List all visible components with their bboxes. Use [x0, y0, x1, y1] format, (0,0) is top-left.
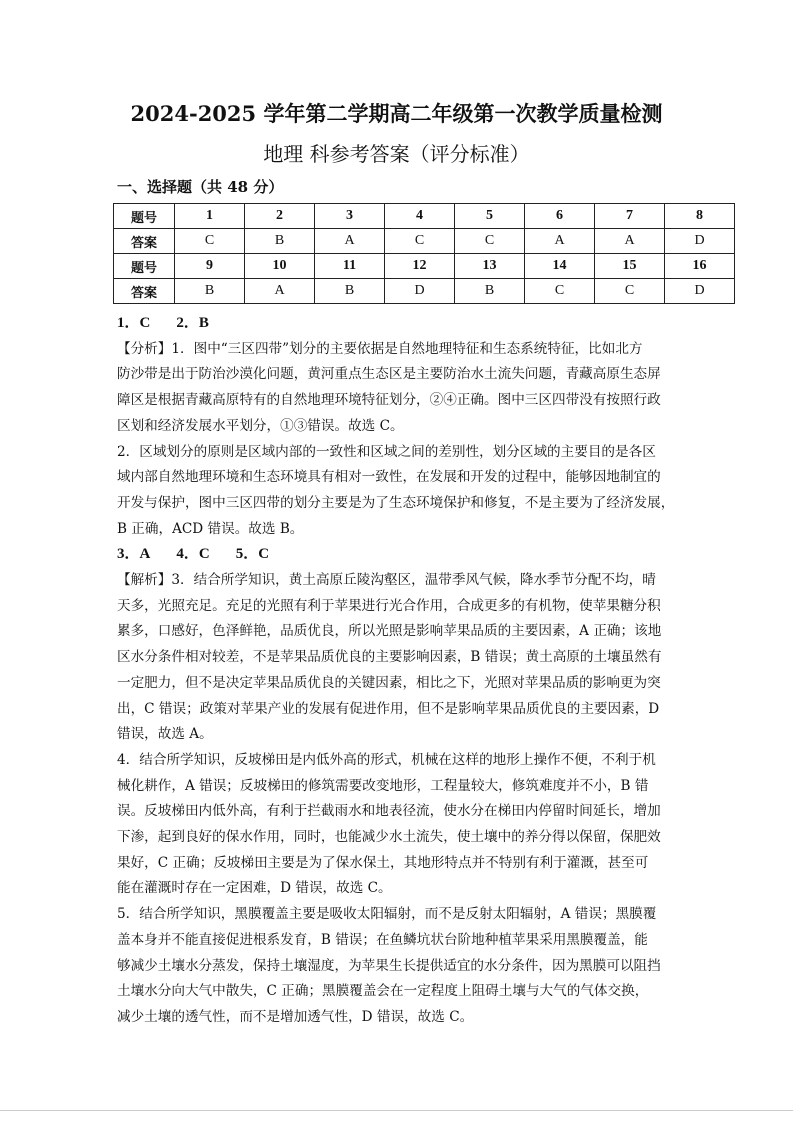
section-heading: 一、选择题（共 48 分）	[117, 178, 284, 196]
header-label: 题号	[114, 254, 175, 279]
page-bottom-rule	[0, 1110, 793, 1111]
table-row	[114, 254, 735, 279]
answer-cell: A	[595, 229, 665, 254]
answer-cell: B	[455, 279, 525, 304]
document-title: 2024-2025 学年第二学期高二年级第一次教学质量检测	[130, 101, 663, 126]
question-number-cell: 11	[315, 254, 385, 279]
explanation-line: 够减少土壤水分蒸发，保持土壤湿度，为苹果生长提供适宜的水分条件，因为黑膜可以阻挡	[117, 957, 661, 974]
explanation-line: 误。反坡梯田内低外高，有利于拦截雨水和地表径流，使水分在梯田内停留时间延长，增加	[117, 803, 661, 820]
explanation-line: 减少土壤的透气性，而不是增加透气性，D 错误，故选 C。	[117, 1008, 474, 1025]
explanation-line: 累多，口感好，色泽鲜艳，品质优良，所以光照是影响苹果品质的主要因素，A 正确；该地	[117, 623, 662, 640]
answer-cell: A	[315, 229, 385, 254]
explanation-line: 【解析】3．结合所学知识，黄土高原丘陵沟壑区，温带季风气候，降水季节分配不均，晴	[117, 572, 656, 589]
answer-label: 答案	[114, 279, 175, 304]
explanation-line: 4．结合所学知识，反坡梯田是内低外高的形式，机械在这样的地形上操作不便，不利于机	[117, 751, 656, 768]
explanation-line: 能在灌溉时存在一定困难，D 错误，故选 C。	[117, 880, 392, 897]
answer-item: 1．C	[117, 315, 151, 331]
question-number-cell: 16	[665, 254, 735, 279]
explanation-line: 天多，光照充足。充足的光照有利于苹果进行光合作用，合成更多的有机物，使苹果糖分积	[117, 597, 661, 614]
table-row	[114, 204, 735, 229]
answer-cell: C	[175, 229, 245, 254]
answer-item: 4．C	[176, 546, 210, 563]
explanation-line: 开发与保护，图中三区四带的划分主要是为了生态环境保护和修复，不是主要为了经济发展，	[117, 494, 675, 511]
explanation-line: 一定肥力，但不是决定苹果品质优良的关键因素，相比之下，光照对苹果品质的影响更为突	[117, 674, 661, 691]
question-number-cell: 6	[525, 204, 595, 229]
answer-cell: D	[665, 229, 735, 254]
question-number-cell: 7	[595, 204, 665, 229]
answer-cell: A	[245, 279, 315, 304]
explanation-line: 下渗，起到良好的保水作用，同时，也能减少水土流失，使土壤中的养分得以保留，保肥效	[117, 829, 661, 846]
answer-cell: D	[665, 279, 735, 304]
explanation-line: 【分析】1．图中“三区四带”划分的主要依据是自然地理特征和生态系统特征，比如北方	[117, 340, 643, 357]
answer-cell: A	[525, 229, 595, 254]
question-number-cell: 14	[525, 254, 595, 279]
question-number-cell: 1	[175, 204, 245, 229]
explanation-line: 土壤水分向大气中散失，C 正确；黑膜覆盖会在一定程度上阻碍土壤与大气的气体交换，	[117, 983, 649, 1000]
answer-cell: C	[595, 279, 665, 304]
table-row	[114, 279, 735, 304]
question-number-cell: 12	[385, 254, 455, 279]
explanation-line: 域内部自然地理环境和生态环境具有相对一致性，在发展和开发的过程中，能够因地制宜的	[117, 469, 661, 486]
explanation-line: 5．结合所学知识，黑膜覆盖主要是吸收太阳辐射，而不是反射太阳辐射，A 错误；黑膜覆	[117, 906, 657, 923]
answer-cell: C	[525, 279, 595, 304]
document-subtitle: 地理 科参考答案（评分标准）	[263, 142, 530, 166]
answer-summary	[117, 542, 683, 568]
answer-item: 2．B	[176, 315, 209, 331]
answer-item: 5．C	[235, 546, 270, 563]
question-number-cell: 2	[245, 204, 315, 229]
answer-item: 3．A	[117, 546, 151, 563]
table-row	[114, 229, 735, 254]
question-number-cell: 5	[455, 204, 525, 229]
question-number-cell: 9	[175, 254, 245, 279]
explanation-line: 区划和经济发展水平划分，①③错误。故选 C。	[117, 417, 404, 434]
answer-cell: C	[385, 229, 455, 254]
explanation-line: 区水分条件相对较差，不是苹果品质优良的主要影响因素，B 错误；黄土高原的土壤虽然有	[117, 649, 662, 666]
question-number-cell: 13	[455, 254, 525, 279]
explanation-line: 2．区域划分的原则是区域内部的一致性和区域之间的差别性，划分区域的主要目的是各区	[117, 443, 656, 460]
explanation-line: 错误，故选 A。	[117, 726, 213, 743]
header-label: 题号	[114, 204, 175, 229]
answer-summary	[117, 311, 683, 337]
answer-cell: B	[315, 279, 385, 304]
explanation-line: 障区是根据青藏高原特有的自然地理环境特征划分，②④正确。图中三区四带没有按照行政	[117, 392, 661, 409]
explanation-line: 盖本身并不能直接促进根系发育，B 错误；在鱼鳞坑状台阶地种植苹果采用黑膜覆盖，能	[117, 931, 648, 948]
explanation-line: 械化耕作，A 错误；反坡梯田的修筑需要改变地形，工程量较大，修筑难度并不小，B 错	[117, 777, 649, 794]
question-number-cell: 3	[315, 204, 385, 229]
question-number-cell: 8	[665, 204, 735, 229]
explanation-body	[117, 311, 683, 1031]
answer-cell: D	[385, 279, 455, 304]
question-number-cell: 15	[595, 254, 665, 279]
question-number-cell: 4	[385, 204, 455, 229]
explanation-line: 防沙带是出于防治沙漠化问题，黄河重点生态区是主要防治水土流失问题，青藏高原生态屏	[117, 366, 661, 383]
explanation-line: 出，C 错误；政策对苹果产业的发展有促进作用，但不是影响苹果品质优良的主要因素，D	[117, 700, 660, 717]
answer-cell: C	[455, 229, 525, 254]
answer-cell: B	[175, 279, 245, 304]
explanation-line: 果好，C 正确；反坡梯田主要是为了保水保土，其地形特点并不特别有利于灌溉，甚至可	[117, 854, 649, 871]
answer-cell: B	[245, 229, 315, 254]
question-number-cell: 10	[245, 254, 315, 279]
answer-table	[113, 203, 735, 304]
answer-label: 答案	[114, 229, 175, 254]
explanation-line: B 正确，ACD 错误。故选 B。	[117, 520, 304, 537]
